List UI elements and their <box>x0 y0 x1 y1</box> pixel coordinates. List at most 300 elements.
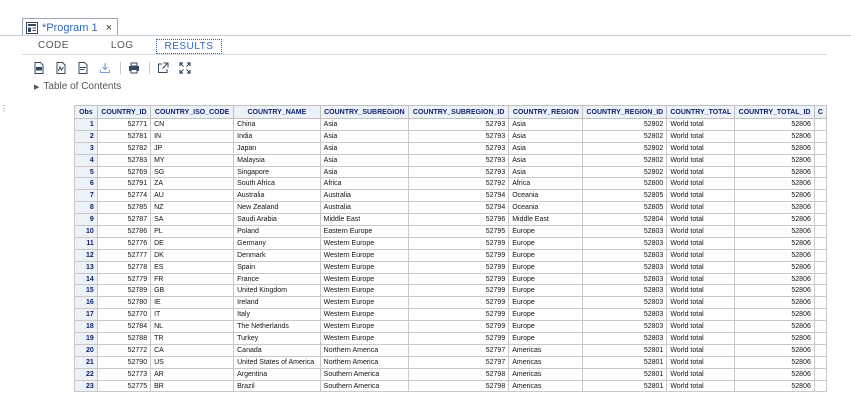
cell-country-iso-code: PL <box>151 226 234 238</box>
cell-overflow <box>814 249 826 261</box>
tab-log[interactable]: LOG <box>110 40 134 51</box>
cell-country-total-id: 52806 <box>735 214 815 226</box>
cell-country-name: The Netherlands <box>234 321 321 333</box>
cell-country-id: 52791 <box>97 178 150 190</box>
cell-obs: 23 <box>75 380 98 392</box>
cell-country-region-id: 52801 <box>583 344 667 356</box>
cell-country-total-id: 52806 <box>735 380 815 392</box>
view-tabs-divider <box>22 54 827 55</box>
cell-overflow <box>814 202 826 214</box>
editor-tab-bar <box>0 0 851 36</box>
cell-country-total: World total <box>667 202 735 214</box>
cell-country-total-id: 52806 <box>735 142 815 154</box>
cell-overflow <box>814 309 826 321</box>
table-row <box>75 249 827 261</box>
cell-country-name: Malaysia <box>234 154 321 166</box>
cell-country-total-id: 52806 <box>735 119 815 131</box>
results-table <box>74 105 827 392</box>
table-row <box>75 273 827 285</box>
table-row <box>75 321 827 333</box>
cell-obs: 17 <box>75 309 98 321</box>
table-row <box>75 202 827 214</box>
cell-country-region: Europe <box>509 309 583 321</box>
cell-country-total: World total <box>667 178 735 190</box>
cell-country-region: Europe <box>509 261 583 273</box>
cell-country-id: 52779 <box>97 273 150 285</box>
cell-country-total-id: 52806 <box>735 237 815 249</box>
cell-country-subregion-id: 52799 <box>409 237 509 249</box>
cell-country-subregion-id: 52799 <box>409 333 509 345</box>
cell-country-id: 52777 <box>97 249 150 261</box>
cell-country-total: World total <box>667 130 735 142</box>
cell-country-iso-code: ZA <box>151 178 234 190</box>
close-icon[interactable]: × <box>105 21 113 34</box>
cell-country-region-id: 52803 <box>583 249 667 261</box>
cell-country-subregion-id: 52798 <box>409 380 509 392</box>
cell-country-region-id: 52802 <box>583 119 667 131</box>
cell-country-id: 52782 <box>97 142 150 154</box>
cell-country-iso-code: BR <box>151 380 234 392</box>
cell-country-subregion-id: 52798 <box>409 368 509 380</box>
cell-country-subregion-id: 52796 <box>409 214 509 226</box>
cell-country-id: 52789 <box>97 285 150 297</box>
column-header-country-total-id[interactable]: COUNTRY_TOTAL_ID <box>735 106 815 119</box>
cell-country-region: Oceania <box>509 190 583 202</box>
column-header-country-iso-code[interactable]: COUNTRY_ISO_CODE <box>151 106 234 119</box>
cell-country-region-id: 52801 <box>583 356 667 368</box>
cell-country-id: 52770 <box>97 309 150 321</box>
cell-overflow <box>814 214 826 226</box>
cell-country-total: World total <box>667 249 735 261</box>
column-header-country-region-id[interactable]: COUNTRY_REGION_ID <box>583 106 667 119</box>
cell-country-name: United States of America <box>234 356 321 368</box>
cell-country-id: 52783 <box>97 154 150 166</box>
cell-country-id: 52780 <box>97 297 150 309</box>
cell-country-name: Italy <box>234 309 321 321</box>
cell-country-region-id: 52803 <box>583 297 667 309</box>
program-tab-title: *Program 1 <box>42 21 98 34</box>
table-row <box>75 261 827 273</box>
cell-obs: 6 <box>75 178 98 190</box>
cell-country-region-id: 52802 <box>583 130 667 142</box>
cell-country-total: World total <box>667 356 735 368</box>
cell-country-id: 52785 <box>97 202 150 214</box>
cell-obs: 14 <box>75 273 98 285</box>
cell-country-name: India <box>234 130 321 142</box>
cell-country-subregion-id: 52799 <box>409 273 509 285</box>
cell-country-name: Japan <box>234 142 321 154</box>
cell-country-iso-code: IE <box>151 297 234 309</box>
cell-country-region-id: 52802 <box>583 154 667 166</box>
cell-country-total: World total <box>667 333 735 345</box>
cell-overflow <box>814 119 826 131</box>
cell-country-total-id: 52806 <box>735 130 815 142</box>
cell-country-total-id: 52806 <box>735 249 815 261</box>
cell-overflow <box>814 333 826 345</box>
cell-overflow <box>814 273 826 285</box>
cell-obs: 15 <box>75 285 98 297</box>
table-row <box>75 368 827 380</box>
caret-right-icon: ▶ <box>34 83 40 91</box>
table-row <box>75 226 827 238</box>
table-row <box>75 119 827 131</box>
cell-country-region-id: 52803 <box>583 226 667 238</box>
cell-country-region: Africa <box>509 178 583 190</box>
cell-country-iso-code: AU <box>151 190 234 202</box>
cell-country-subregion: Southern America <box>320 368 408 380</box>
cell-obs: 8 <box>75 202 98 214</box>
table-row <box>75 214 827 226</box>
cell-country-region: Asia <box>509 119 583 131</box>
print-icon[interactable] <box>127 61 141 75</box>
cell-country-iso-code: US <box>151 356 234 368</box>
program-icon <box>26 22 38 34</box>
cell-country-name: South Africa <box>234 178 321 190</box>
cell-overflow <box>814 380 826 392</box>
cell-obs: 4 <box>75 154 98 166</box>
table-header-row <box>75 106 827 119</box>
cell-obs: 20 <box>75 344 98 356</box>
cell-country-iso-code: CA <box>151 344 234 356</box>
program-tab[interactable] <box>22 18 118 36</box>
column-header-country-subregion-id[interactable]: COUNTRY_SUBREGION_ID <box>409 106 509 119</box>
tab-code[interactable]: CODE <box>38 40 69 51</box>
cell-country-region: Asia <box>509 142 583 154</box>
cell-country-subregion-id: 52799 <box>409 309 509 321</box>
cell-overflow <box>814 321 826 333</box>
cell-country-id: 52778 <box>97 261 150 273</box>
cell-country-total-id: 52806 <box>735 333 815 345</box>
cell-country-total: World total <box>667 321 735 333</box>
cell-country-subregion-id: 52797 <box>409 344 509 356</box>
cell-country-total-id: 52806 <box>735 356 815 368</box>
cell-country-total: World total <box>667 297 735 309</box>
cell-country-region: Americas <box>509 356 583 368</box>
cell-country-iso-code: IN <box>151 130 234 142</box>
table-row <box>75 297 827 309</box>
cell-obs: 12 <box>75 249 98 261</box>
cell-obs: 5 <box>75 166 98 178</box>
cell-obs: 19 <box>75 333 98 345</box>
cell-country-total: World total <box>667 226 735 238</box>
cell-overflow <box>814 285 826 297</box>
toc-label: Table of Contents <box>43 81 122 92</box>
cell-country-iso-code: NL <box>151 321 234 333</box>
table-row <box>75 190 827 202</box>
cell-country-total: World total <box>667 166 735 178</box>
cell-country-id: 52787 <box>97 214 150 226</box>
cell-country-subregion-id: 52799 <box>409 249 509 261</box>
cell-country-subregion-id: 52799 <box>409 285 509 297</box>
cell-country-region: Europe <box>509 321 583 333</box>
cell-country-subregion-id: 52793 <box>409 142 509 154</box>
cell-country-iso-code: JP <box>151 142 234 154</box>
cell-country-name: France <box>234 273 321 285</box>
cell-country-region-id: 52803 <box>583 333 667 345</box>
cell-country-subregion-id: 52792 <box>409 178 509 190</box>
cell-country-name: Germany <box>234 237 321 249</box>
cell-country-id: 52786 <box>97 226 150 238</box>
cell-country-total: World total <box>667 154 735 166</box>
cell-country-total: World total <box>667 237 735 249</box>
cell-country-iso-code: MY <box>151 154 234 166</box>
cell-country-region-id: 52801 <box>583 368 667 380</box>
cell-country-iso-code: DE <box>151 237 234 249</box>
cell-country-name: New Zealand <box>234 202 321 214</box>
cell-country-subregion: Australia <box>320 190 408 202</box>
cell-country-total: World total <box>667 119 735 131</box>
cell-country-region: Asia <box>509 154 583 166</box>
cell-country-subregion-id: 52795 <box>409 226 509 238</box>
cell-country-id: 52781 <box>97 130 150 142</box>
cell-country-region-id: 52800 <box>583 178 667 190</box>
cell-country-region-id: 52803 <box>583 261 667 273</box>
cell-country-region: Europe <box>509 333 583 345</box>
cell-country-name: Saudi Arabia <box>234 214 321 226</box>
cell-country-name: Ireland <box>234 297 321 309</box>
cell-country-region: Middle East <box>509 214 583 226</box>
cell-country-subregion: Northern America <box>320 356 408 368</box>
cell-country-region-id: 52805 <box>583 202 667 214</box>
cell-country-iso-code: GB <box>151 285 234 297</box>
cell-country-total: World total <box>667 285 735 297</box>
cell-country-total-id: 52806 <box>735 154 815 166</box>
cell-country-subregion: Northern America <box>320 344 408 356</box>
cell-country-name: Singapore <box>234 166 321 178</box>
column-header-country-total[interactable]: COUNTRY_TOTAL <box>667 106 735 119</box>
cell-country-subregion: Western Europe <box>320 249 408 261</box>
html-icon[interactable] <box>32 61 46 75</box>
cell-country-total: World total <box>667 368 735 380</box>
cell-country-id: 52769 <box>97 166 150 178</box>
cell-country-total-id: 52806 <box>735 344 815 356</box>
cell-country-subregion: Africa <box>320 178 408 190</box>
cell-country-subregion-id: 52799 <box>409 261 509 273</box>
cell-country-region-id: 52803 <box>583 285 667 297</box>
cell-obs: 10 <box>75 226 98 238</box>
cell-country-region: Americas <box>509 380 583 392</box>
drag-handle-icon[interactable]: ⋮ <box>0 104 8 113</box>
cell-overflow <box>814 142 826 154</box>
cell-country-region-id: 52804 <box>583 214 667 226</box>
cell-overflow <box>814 130 826 142</box>
cell-country-subregion: Western Europe <box>320 333 408 345</box>
cell-country-region-id: 52805 <box>583 190 667 202</box>
column-header-country-id[interactable]: COUNTRY_ID <box>97 106 150 119</box>
results-toolbar <box>32 61 200 75</box>
cell-country-total: World total <box>667 214 735 226</box>
cell-country-subregion-id: 52793 <box>409 130 509 142</box>
table-of-contents-toggle[interactable] <box>34 81 121 92</box>
cell-country-region: Americas <box>509 368 583 380</box>
cell-obs: 7 <box>75 190 98 202</box>
table-row <box>75 130 827 142</box>
cell-country-id: 52775 <box>97 380 150 392</box>
table-body <box>75 119 827 392</box>
cell-overflow <box>814 190 826 202</box>
cell-country-iso-code: IT <box>151 309 234 321</box>
cell-overflow <box>814 154 826 166</box>
cell-country-subregion-id: 52797 <box>409 356 509 368</box>
cell-country-id: 52788 <box>97 333 150 345</box>
cell-country-subregion-id: 52794 <box>409 202 509 214</box>
cell-country-id: 52771 <box>97 119 150 131</box>
cell-country-subregion-id: 52793 <box>409 119 509 131</box>
cell-country-subregion: Western Europe <box>320 237 408 249</box>
table-row <box>75 344 827 356</box>
cell-country-subregion: Australia <box>320 202 408 214</box>
cell-country-id: 52773 <box>97 368 150 380</box>
cell-country-region: Oceania <box>509 202 583 214</box>
cell-country-id: 52772 <box>97 344 150 356</box>
pdf-icon[interactable] <box>54 61 68 75</box>
cell-country-iso-code: SG <box>151 166 234 178</box>
cell-country-subregion: Western Europe <box>320 321 408 333</box>
cell-country-region: Europe <box>509 297 583 309</box>
cell-country-subregion: Western Europe <box>320 273 408 285</box>
cell-country-name: Argentina <box>234 368 321 380</box>
cell-obs: 22 <box>75 368 98 380</box>
cell-country-subregion: Asia <box>320 142 408 154</box>
cell-obs: 16 <box>75 297 98 309</box>
column-header-country-name[interactable]: COUNTRY_NAME <box>234 106 321 119</box>
cell-country-region: Europe <box>509 237 583 249</box>
column-header-country-region[interactable]: COUNTRY_REGION <box>509 106 583 119</box>
cell-country-region: Asia <box>509 166 583 178</box>
cell-country-name: Brazil <box>234 380 321 392</box>
cell-country-iso-code: NZ <box>151 202 234 214</box>
cell-country-region: Europe <box>509 249 583 261</box>
cell-country-total-id: 52806 <box>735 178 815 190</box>
table-row <box>75 333 827 345</box>
cell-country-iso-code: ES <box>151 261 234 273</box>
cell-overflow <box>814 344 826 356</box>
cell-obs: 2 <box>75 130 98 142</box>
cell-country-total: World total <box>667 380 735 392</box>
cell-obs: 13 <box>75 261 98 273</box>
cell-country-region: Europe <box>509 273 583 285</box>
results-table-viewport <box>74 105 827 399</box>
cell-country-subregion: Middle East <box>320 214 408 226</box>
cell-country-region-id: 52803 <box>583 321 667 333</box>
cell-country-total-id: 52806 <box>735 261 815 273</box>
table-row <box>75 285 827 297</box>
cell-country-total-id: 52806 <box>735 226 815 238</box>
cell-country-total: World total <box>667 309 735 321</box>
cell-country-total-id: 52806 <box>735 202 815 214</box>
table-row <box>75 166 827 178</box>
cell-country-name: Spain <box>234 261 321 273</box>
cell-country-region: Europe <box>509 226 583 238</box>
cell-overflow <box>814 166 826 178</box>
cell-country-name: United Kingdom <box>234 285 321 297</box>
table-row <box>75 309 827 321</box>
cell-country-total-id: 52806 <box>735 285 815 297</box>
cell-country-subregion-id: 52794 <box>409 190 509 202</box>
column-header-obs[interactable]: Obs <box>75 106 98 119</box>
cell-overflow <box>814 368 826 380</box>
cell-country-iso-code: CN <box>151 119 234 131</box>
cell-country-subregion: Western Europe <box>320 261 408 273</box>
cell-country-region: Americas <box>509 344 583 356</box>
cell-overflow <box>814 178 826 190</box>
cell-country-id: 52774 <box>97 190 150 202</box>
cell-country-total: World total <box>667 142 735 154</box>
cell-country-total: World total <box>667 344 735 356</box>
cell-overflow <box>814 261 826 273</box>
cell-country-region-id: 52802 <box>583 142 667 154</box>
cell-country-total-id: 52806 <box>735 321 815 333</box>
cell-country-iso-code: FR <box>151 273 234 285</box>
cell-country-name: Denmark <box>234 249 321 261</box>
cell-country-region: Europe <box>509 285 583 297</box>
cell-country-iso-code: DK <box>151 249 234 261</box>
cell-overflow <box>814 297 826 309</box>
table-row <box>75 178 827 190</box>
cell-country-total-id: 52806 <box>735 297 815 309</box>
cell-country-name: China <box>234 119 321 131</box>
cell-country-name: Turkey <box>234 333 321 345</box>
rtf-icon[interactable] <box>76 61 90 75</box>
cell-country-subregion: Western Europe <box>320 285 408 297</box>
table-row <box>75 356 827 368</box>
cell-country-region: Asia <box>509 130 583 142</box>
cell-country-subregion: Asia <box>320 166 408 178</box>
cell-overflow <box>814 226 826 238</box>
table-row <box>75 237 827 249</box>
cell-overflow <box>814 356 826 368</box>
cell-country-total-id: 52806 <box>735 273 815 285</box>
cell-country-subregion-id: 52799 <box>409 321 509 333</box>
cell-obs: 3 <box>75 142 98 154</box>
cell-obs: 18 <box>75 321 98 333</box>
cell-country-subregion-id: 52793 <box>409 166 509 178</box>
cell-country-region-id: 52801 <box>583 380 667 392</box>
cell-overflow <box>814 237 826 249</box>
maximize-icon[interactable] <box>178 61 192 75</box>
cell-country-total-id: 52806 <box>735 190 815 202</box>
table-row <box>75 142 827 154</box>
cell-country-subregion: Asia <box>320 154 408 166</box>
table-row <box>75 154 827 166</box>
toolbar-separator <box>149 62 150 74</box>
cell-obs: 1 <box>75 119 98 131</box>
cell-country-id: 52784 <box>97 321 150 333</box>
cell-country-subregion: Asia <box>320 119 408 131</box>
cell-country-iso-code: TR <box>151 333 234 345</box>
toolbar-separator <box>120 62 121 74</box>
cell-country-total: World total <box>667 190 735 202</box>
cell-country-subregion: Eastern Europe <box>320 226 408 238</box>
cell-country-subregion: Western Europe <box>320 309 408 321</box>
download-icon[interactable] <box>98 61 112 75</box>
cell-country-total: World total <box>667 273 735 285</box>
view-tabs <box>30 39 222 54</box>
cell-obs: 9 <box>75 214 98 226</box>
tab-results[interactable]: RESULTS <box>156 39 223 54</box>
cell-country-region-id: 52802 <box>583 166 667 178</box>
cell-country-id: 52776 <box>97 237 150 249</box>
cell-obs: 11 <box>75 237 98 249</box>
column-header-c[interactable]: C <box>814 106 826 119</box>
table-row <box>75 380 827 392</box>
column-header-country-subregion[interactable]: COUNTRY_SUBREGION <box>320 106 408 119</box>
open-new-icon[interactable] <box>156 61 170 75</box>
cell-country-subregion: Asia <box>320 130 408 142</box>
cell-country-subregion-id: 52793 <box>409 154 509 166</box>
cell-country-total-id: 52806 <box>735 166 815 178</box>
cell-country-iso-code: AR <box>151 368 234 380</box>
